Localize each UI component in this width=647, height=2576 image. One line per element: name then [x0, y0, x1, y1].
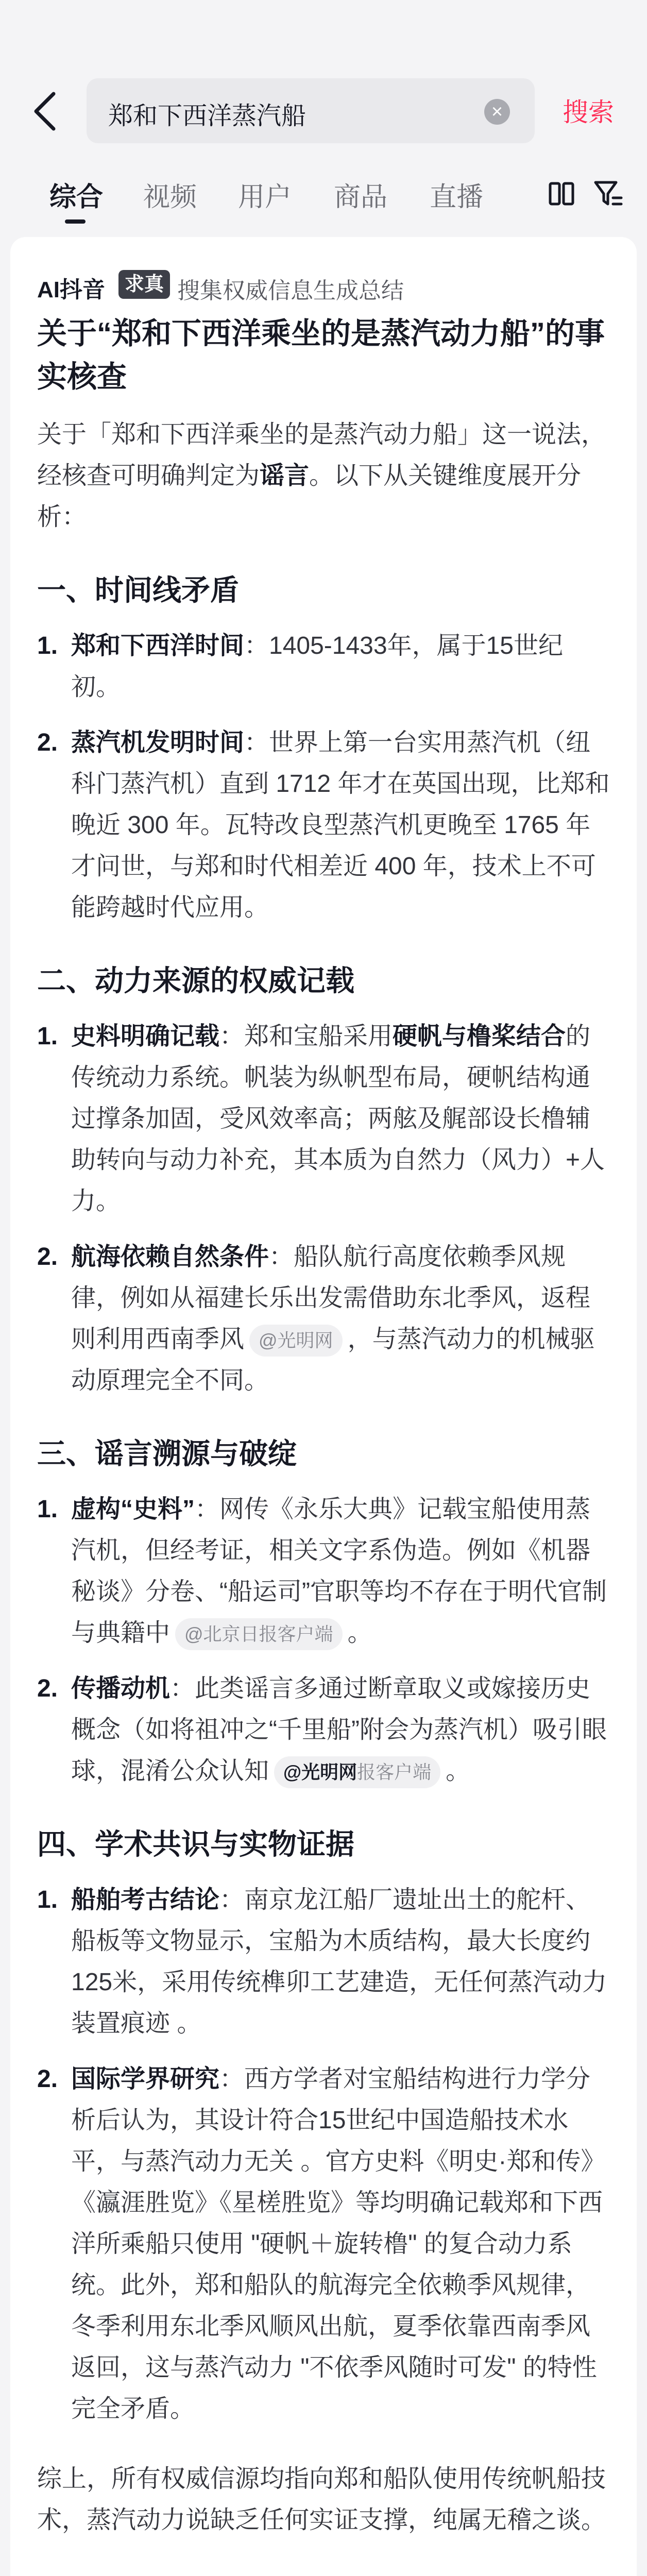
list-item: 2. 航海依赖自然条件：船队航行高度依赖季风规律，例如从福建长乐出发需借助东北季风，返程则利用西南季风 @光明网 ，与蒸汽动力的机械驱动原理完全不同。 — [37, 1243, 595, 1394]
tab-user[interactable]: 用户 — [238, 182, 292, 212]
list-item: 1. 史料明确记载：郑和宝船采用硬帆与橹桨结合的传统动力系统。帆装为纵帆型布局，硬帆结构通过撑条加固，受风效率高；两舷及艉部设长橹辅助转向与动力补充，其本质为自然力（风力）+人力。 — [37, 1023, 605, 1215]
ai-summary-card — [10, 237, 637, 2576]
source-chip[interactable]: @光明网 — [249, 1325, 343, 1357]
list-item: 2. 蒸汽机发明时间：世界上第一台实用蒸汽机（纽科门蒸汽机）直到 1712 年才在英国出现，比郑和晚近 300 年。瓦特改良型蒸汽机更晚至 1765 年才问世，与郑和时代相差近 400 年，技术上不可能跨越时代应用。 — [37, 729, 610, 921]
section-list — [37, 1879, 610, 2430]
list-item: 1. 船舶考古结论：南京龙江船厂遗址出土的舵杆、船板等文物显示，宝船为木质结构，最大长度约125米，采用传统榫卯工艺建造，无任何蒸汽动力装置痕迹 。 — [37, 1886, 607, 2037]
search-button[interactable]: 搜索 — [563, 98, 614, 127]
section-heading: 四、学术共识与实物证据 — [37, 1828, 354, 1860]
tab-video[interactable]: 视频 — [143, 182, 197, 212]
tab-product[interactable]: 商品 — [334, 182, 388, 212]
fact-check-title: 关于“郑和下西洋乘坐的是蒸汽动力船”的事实核查 — [37, 317, 605, 394]
section-heading: 二、动力来源的权威记载 — [37, 964, 354, 997]
section-list — [37, 1016, 610, 1401]
list-item: 2. 国际学界研究：西方学者对宝船结构进行力学分析后认为，其设计符合15世纪中国造船技术水平，与蒸汽动力无关 。官方史料《明史·郑和传》《瀛涯胜览》《星槎胜览》等均明确记载郑和下西洋所乘船只使用 "硬帆＋旋转橹" 的复合动力系统。此外，郑和船队的航海完全依赖季风规律，冬季利用东北季风顺风出航，夏季依靠西南季风返回，这与蒸汽动力 "不依季风随时可发" 的特性完全矛盾。 — [37, 2065, 606, 2422]
qiuzhen-badge: 求真 — [118, 270, 170, 299]
list-item: 1. 郑和下西洋时间：1405-1433年，属于15世纪初。 — [37, 632, 563, 701]
source-chip[interactable]: @北京日报客户端 — [175, 1618, 343, 1650]
conclusion-paragraph: 综上，所有权威信源均指向郑和船队使用传统帆船技术，蒸汽动力说缺乏任何实证支撑，纯属无稽之谈。 — [37, 2465, 606, 2534]
list-item: 1. 虚构“史料”：网传《永乐大典》记载宝船使用蒸汽机，但经考证，相关文字系伪造。例如《机器秘谈》分卷、“船运司”官职等均不存在于明代官制与典籍中 @北京日报客户端 。 — [37, 1489, 610, 1654]
tab-comprehensive[interactable]: 综合 — [49, 182, 104, 212]
source-chip[interactable]: @光明网报客户端 — [274, 1756, 440, 1788]
tab-fade — [515, 169, 546, 215]
section-list — [37, 625, 610, 928]
top-bar — [0, 0, 647, 155]
list-item: 2. 传播动机：此类谣言多通过断章取义或嫁接历史概念（如将祖冲之“千里船”附会为蒸汽机）吸引眼球，混淆公众认知 @光明网报客户端 。 — [37, 1668, 610, 1792]
intro-paragraph: 关于「郑和下西洋乘坐的是蒸汽动力船」这一说法，经核查可明确判定为谣言。以下从关键维度展开分析： — [37, 421, 606, 531]
section-heading: 一、时间线矛盾 — [37, 574, 239, 606]
section-heading: 三、谣言溯源与破绽 — [37, 1437, 297, 1470]
search-input[interactable] — [87, 78, 535, 143]
active-tab-indicator — [65, 219, 86, 224]
tab-bar — [0, 164, 647, 226]
search-query-text: 郑和下西洋蒸汽船 — [108, 103, 307, 130]
filter-icon[interactable] — [592, 178, 623, 209]
ai-douyin-logo: AI抖音 — [37, 277, 105, 302]
clear-icon[interactable]: × — [484, 99, 510, 125]
section-list — [37, 1489, 610, 1792]
layout-icon[interactable] — [548, 180, 575, 207]
ai-card-subtitle: 搜集权威信息生成总结 — [177, 278, 404, 303]
tab-live[interactable]: 直播 — [430, 182, 484, 212]
back-arrow-icon[interactable] — [30, 91, 61, 132]
ai-card-content — [37, 312, 610, 2541]
